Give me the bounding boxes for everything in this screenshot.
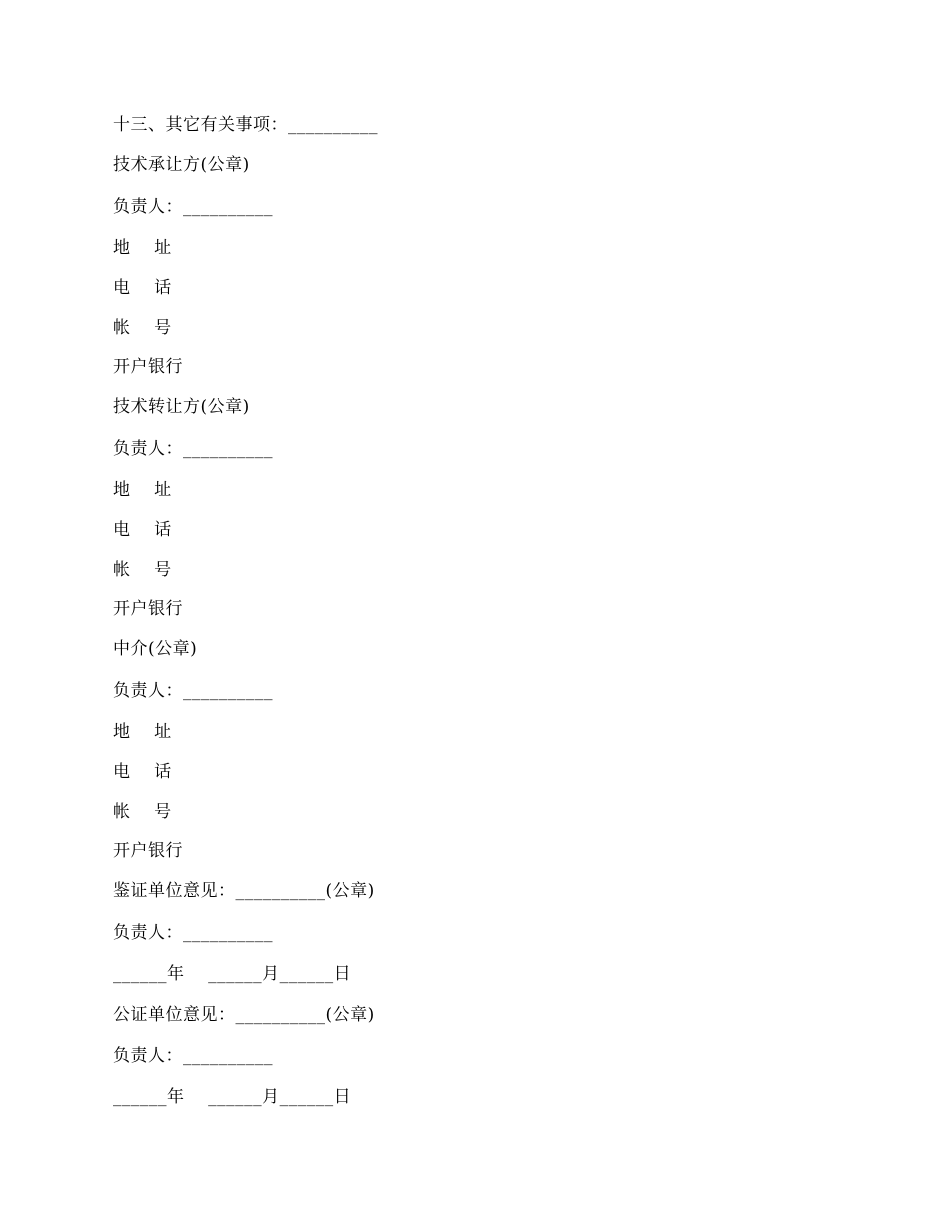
transferor-address-label: 地 址	[113, 480, 172, 500]
transferor-seal-heading: 技术转让方(公章)	[113, 397, 250, 417]
transferee-account-label: 帐 号	[113, 318, 172, 338]
transferee-phone-label: 电 话	[113, 278, 172, 298]
transferee-seal-heading: 技术承让方(公章)	[113, 155, 250, 175]
intermediary-responsible-person: 负责人：__________	[113, 681, 273, 701]
notary-responsible-person: 负责人：__________	[113, 1046, 273, 1066]
intermediary-seal-heading: 中介(公章)	[113, 639, 198, 659]
transferee-bank-label: 开户银行	[113, 357, 183, 377]
transferee-address-label: 地 址	[113, 238, 172, 258]
transferee-responsible-person: 负责人：__________	[113, 197, 273, 217]
attestation-date-line: ______年 ______月______日	[113, 964, 352, 984]
transferor-account-label: 帐 号	[113, 560, 172, 580]
notary-opinion-line: 公证单位意见：__________(公章)	[113, 1005, 375, 1025]
intermediary-phone-label: 电 话	[113, 762, 172, 782]
intermediary-account-label: 帐 号	[113, 802, 172, 822]
intermediary-bank-label: 开户银行	[113, 841, 183, 861]
attestation-opinion-line: 鉴证单位意见：__________(公章)	[113, 881, 375, 901]
attestation-responsible-person: 负责人：__________	[113, 923, 273, 943]
other-matters-line: 十三、其它有关事项：__________	[113, 115, 378, 135]
transferor-phone-label: 电 话	[113, 520, 172, 540]
transferor-responsible-person: 负责人：__________	[113, 439, 273, 459]
transferor-bank-label: 开户银行	[113, 599, 183, 619]
notary-date-line: ______年 ______月______日	[113, 1087, 352, 1107]
intermediary-address-label: 地 址	[113, 722, 172, 742]
